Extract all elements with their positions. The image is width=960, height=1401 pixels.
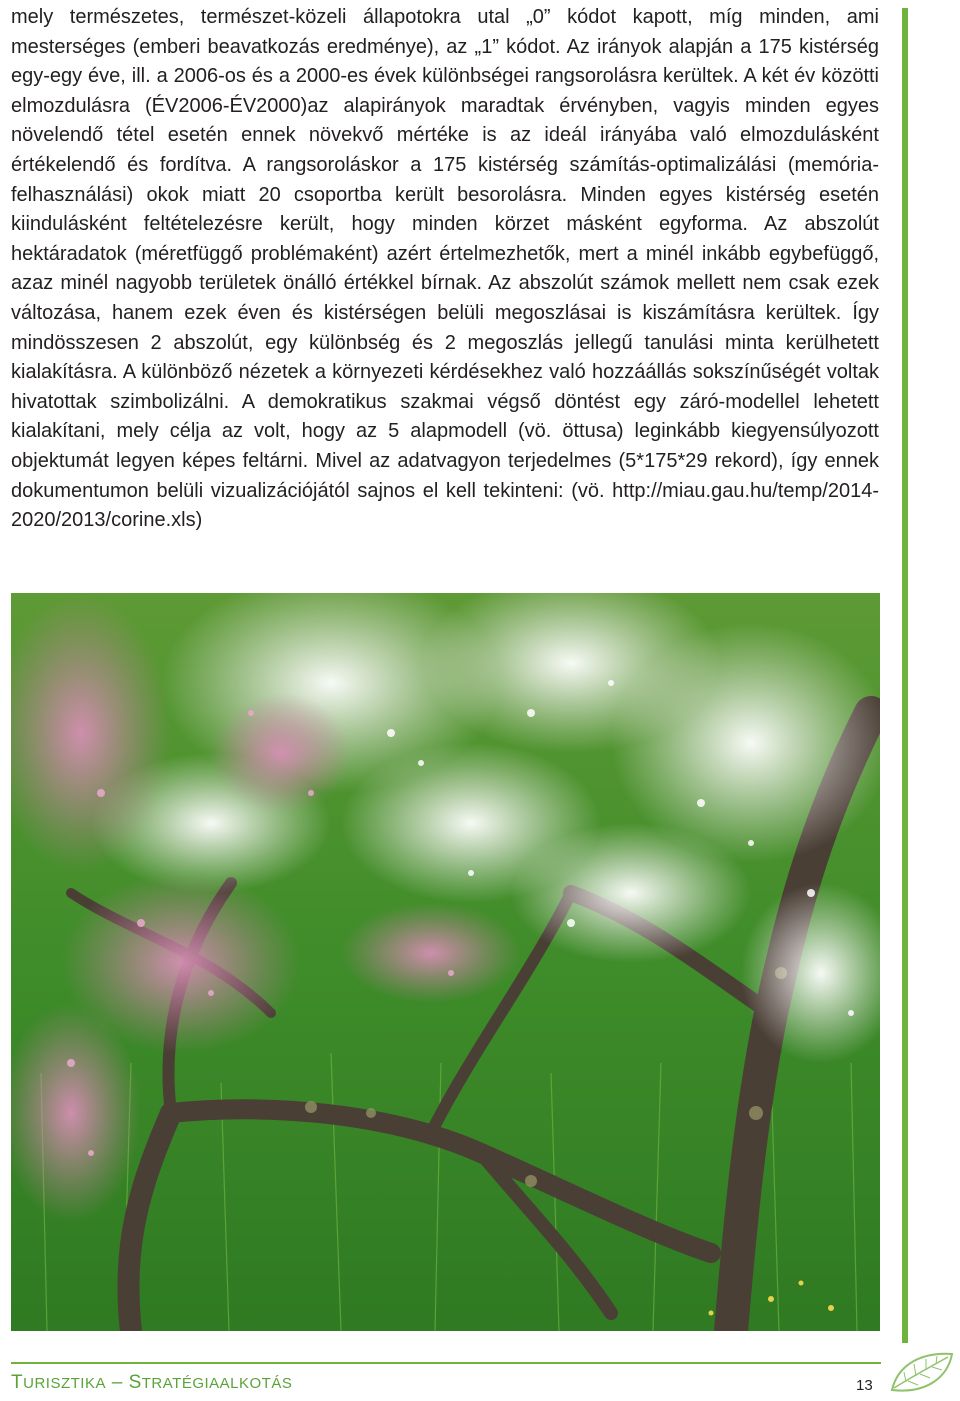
footer-word2-initial: S	[128, 1372, 142, 1393]
footer-word1-rest: URISZTIKA	[23, 1375, 106, 1392]
footer-dash: –	[105, 1372, 129, 1393]
blossoming-orchard-photo	[11, 593, 880, 1331]
margin-accent-bar	[902, 8, 908, 1343]
page-number: 13	[856, 1377, 873, 1394]
body-paragraph: mely természetes, természet-közeli állapotokra utal „0” kódot kapott, míg minden, ami mesterséges (emberi beavatkozás eredménye), az „1” kódot. Az irányok alapján a 175 kistérség egy-egy éve, ill. a 2006-os és a 2000-es évek különbségei rangsorolásra kerültek. A két év közötti elmozdulásra (ÉV2006-ÉV2000)az alapirányok maradtak érvényben, vagyis minden egyes növelendő tétel esetén ennek növekvő mértéke is az ideál irányába való elmozdulásként értékelendő és fordítva. A rangsoroláskor a 175 kistérség számítás-optimalizálási (memória-felhasználási) okok miatt 20 csoportba került besorolásra. Minden egyes kistérség esetén kiindulásként feltételezésre került, hogy minden körzet másként egyforma. Az abszolút hektáradatok (méretfüggő problémaként) azért értelmezhetők, mert a minél inkább egybefüggő, azaz minél nagyobb területek önálló értékkel bírnak. Az abszolút számok mellett nem csak ezek változása, hanem ezek éven és kistérségen belüli megoszlásai is kiszámításra kerültek. Így mindösszesen 2 abszolút, egy különbség és 2 megoszlás jellegű tanulási minta kerülhetett kialakításra. A különböző nézetek a környezeti kérdésekhez való hozzáállás sokszínűségét voltak hivatottak szimbolizálni. A demokratikus szakmai végső döntést egy záró-modellel lehetett kialakítani, mely célja az volt, hogy az 5 alapmodell (vö. öttusa) leginkább kiegyensúlyozott objektumát legyen képes feltárni. Mivel az adatvagyon terjedelmes (5*175*29 rekord), így ennek dokumentumon belüli vizualizációjától sajnos el kell tekinteni: (vö. http://miau.gau.hu/temp/2014-2020/2013/corine.xls)	[11, 6, 879, 532]
footer-divider	[11, 1362, 881, 1364]
leaf-icon	[888, 1350, 956, 1396]
footer-section-title	[11, 1372, 292, 1394]
body-text	[11, 3, 879, 536]
footer-word1-initial: T	[11, 1372, 24, 1393]
footer-word2-rest: TRATÉGIAALKOTÁS	[141, 1375, 293, 1392]
